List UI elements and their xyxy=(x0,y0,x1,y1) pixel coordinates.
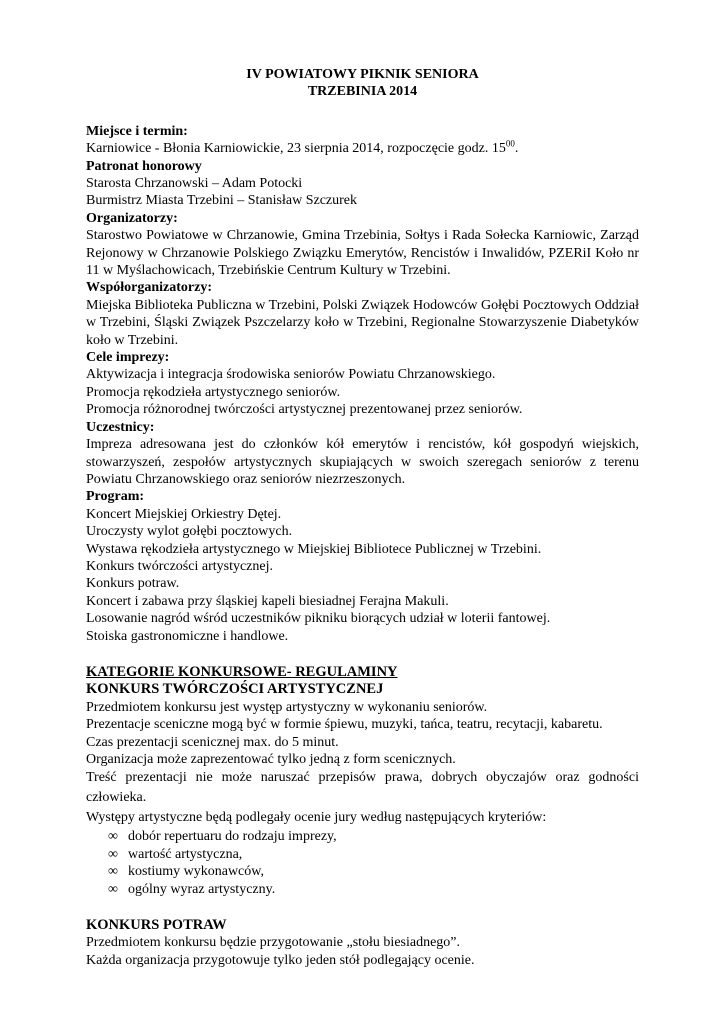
kryteria-list xyxy=(86,828,639,898)
infinity-bullet-icon: ∞ xyxy=(108,881,118,897)
infinity-bullet-icon: ∞ xyxy=(108,864,118,880)
cele-line: Promocja różnorodnej twórczości artystycznej prezentowanej przez seniorów. xyxy=(86,402,523,418)
program-line: Losowanie nagród wśród uczestników pikniku biorących udział w loterii fantowej. xyxy=(86,611,551,627)
organizatorzy-heading: Organizatorzy: xyxy=(86,210,178,226)
tworczosc-line: Organizacja może zaprezentować tylko jedną z form scenicznych. xyxy=(86,752,456,767)
program-heading: Program: xyxy=(86,489,145,505)
potrawy-line: Przedmiotem konkursu będzie przygotowanie „stołu biesiadnego”. xyxy=(86,935,461,951)
list-item: ∞ dobór repertuaru do rodzaju imprezy, xyxy=(108,829,337,845)
program-line: Stoiska gastronomiczne i handlowe. xyxy=(86,628,289,644)
uczestnicy-text: Impreza adresowana jest do członków kół emerytów i rencistów, kół gospodyń wiejskich, stowarzyszeń, zespołów artystycznych skupiających w swoich szeregach seniorów z terenu Powiatu Chrzanowskiego oraz seniorów niezrzeszonych. xyxy=(86,437,639,487)
tworczosc-heading: KONKURS TWÓRCZOŚCI ARTYSTYCZNEJ xyxy=(86,681,384,698)
title-line-2: TRZEBINIA 2014 xyxy=(307,84,418,100)
patronat-line: Burmistrz Miasta Trzebini – Stanisław Szczurek xyxy=(86,193,358,209)
organizatorzy-text: Starostwo Powiatowe w Chrzanowie, Gmina Trzebinia, Sołtys i Rada Sołecka Karniowic, Zarząd Rejonowy w Chrzanowie Polskiego Związku Emerytów, Rencistów i Inwalidów, PZERiI Koło nr 11 w Myślachowicach, Trzebińskie Centrum Kultury w Trzebini. xyxy=(86,228,639,279)
program-line: Koncert i zabawa przy śląskiej kapeli biesiadnej Ferajna Makuli. xyxy=(86,593,449,609)
program-line: Uroczysty wylot gołębi pocztowych. xyxy=(86,524,293,540)
title-line-1: IV POWIATOWY PIKNIK SENIORA xyxy=(246,67,479,82)
potrawy-line: Każda organizacja przygotowuje tylko jeden stół podlegający ocenie. xyxy=(86,952,475,968)
infinity-bullet-icon: ∞ xyxy=(108,829,118,845)
tresc-text: Treść prezentacji nie może naruszać przepisów prawa, dobrych obyczajów oraz godności człowieka. xyxy=(86,770,639,806)
ocena-text: Występy artystyczne będą podlegały ocenie jury według następujących kryteriów: xyxy=(86,810,547,826)
tworczosc-line: Czas prezentacji scenicznej max. do 5 minut. xyxy=(86,734,339,750)
uczestnicy-heading: Uczestnicy: xyxy=(86,419,155,435)
program-line: Koncert Miejskiej Orkiestry Dętej. xyxy=(86,506,282,522)
cele-line: Promocja rękodzieła artystycznego seniorów. xyxy=(86,384,341,400)
potrawy-heading: KONKURS POTRAW xyxy=(86,916,227,933)
list-item: ∞ wartość artystyczna, xyxy=(108,846,243,862)
miejsce-text: Karniowice - Błonia Karniowickie, 23 sierpnia 2014, rozpoczęcie godz. $15^{00}$. xyxy=(86,138,519,157)
program-line: Konkurs potraw. xyxy=(86,576,180,592)
wspolorganizatorzy-text: Miejska Biblioteka Publiczna w Trzebini, Polski Związek Hodowców Gołębi Pocztowych Oddział w Trzebini, Śląski Związek Pszczelarzy koło w Trzebini, Regionalne Stowarzyszenie Diabetyków koło w Trzebini. xyxy=(86,297,639,348)
patronat-line: Starosta Chrzanowski – Adam Potocki xyxy=(86,176,303,191)
hour-superscript: 00 xyxy=(505,138,515,149)
cele-line: Aktywizacja i integracja środowiska seniorów Powiatu Chrzanowskiego. xyxy=(86,367,496,383)
kategorie-heading: KATEGORIE KONKURSOWE- REGULAMINY xyxy=(86,663,398,680)
document-page xyxy=(86,66,639,969)
program-line: Konkurs twórczości artystycznej. xyxy=(86,558,273,574)
wspolorganizatorzy-heading: Współorganizatorzy: xyxy=(86,280,212,296)
patronat-heading: Patronat honorowy xyxy=(86,158,202,174)
list-item: ∞ kostiumy wykonawców, xyxy=(108,864,264,880)
document-title xyxy=(86,66,639,101)
cele-heading: Cele imprezy: xyxy=(86,350,170,366)
tworczosc-line: Prezentacje sceniczne mogą być w formie śpiewu, muzyki, tańca, teatru, recytacji, kabaretu. xyxy=(86,717,603,733)
miejsce-heading: Miejsce i termin: xyxy=(86,123,188,139)
tworczosc-line: Przedmiotem konkursu jest występ artystyczny w wykonaniu seniorów. xyxy=(86,699,488,715)
program-line: Wystawa rękodzieła artystycznego w Miejskiej Bibliotece Publicznej w Trzebini. xyxy=(86,541,542,557)
list-item: ∞ ogólny wyraz artystyczny. xyxy=(108,881,276,897)
infinity-bullet-icon: ∞ xyxy=(108,846,118,862)
